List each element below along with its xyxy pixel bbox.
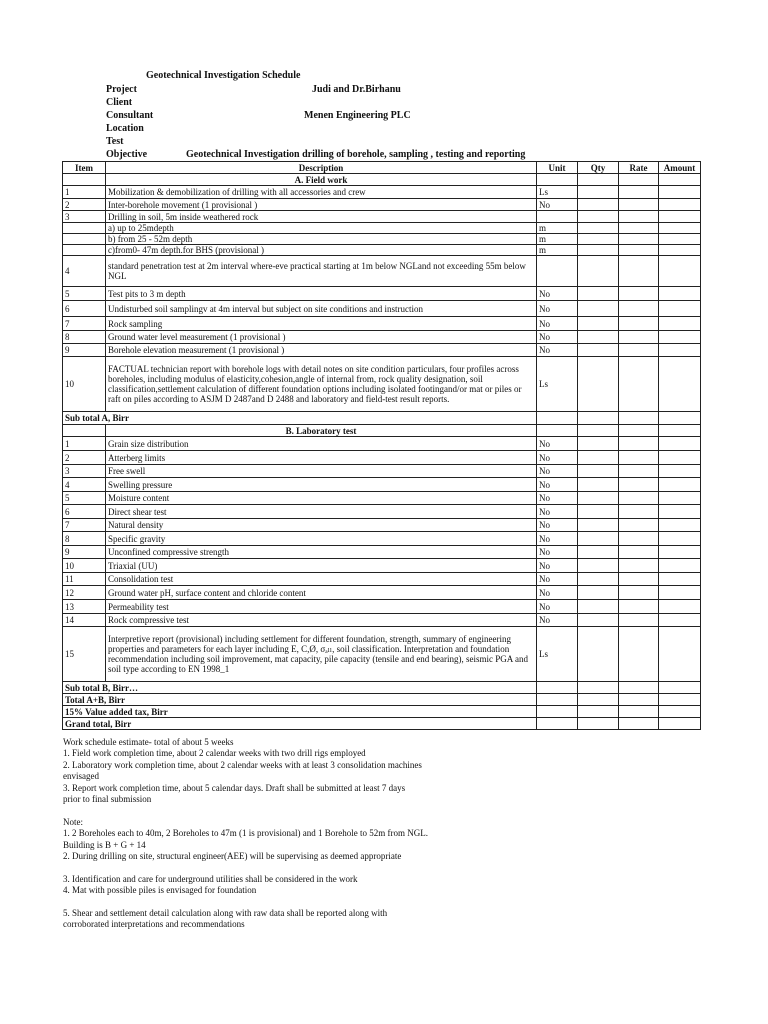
note-line bbox=[63, 862, 463, 873]
item-unit: No bbox=[537, 614, 578, 627]
item-unit: No bbox=[537, 492, 578, 505]
item-description: Swelling pressure bbox=[106, 478, 537, 492]
section-b-title: B. Laboratory test bbox=[106, 425, 537, 437]
table-row bbox=[63, 301, 701, 317]
item-rate bbox=[619, 437, 659, 451]
item-description: Grain size distribution bbox=[106, 437, 537, 451]
item-unit: m bbox=[537, 234, 578, 245]
section-a-rows bbox=[63, 186, 701, 412]
document-title: Geotechnical Investigation Schedule bbox=[146, 70, 301, 81]
note-line: 3. Report work completion time, about 5 calendar days. Draft shall be submitted at least 7 days bbox=[63, 782, 406, 793]
item-qty bbox=[578, 256, 619, 287]
note-line: 2. Laboratory work completion time, about 2 calendar weeks with at least 3 consolidation machines bbox=[63, 759, 422, 770]
item-amount bbox=[659, 478, 701, 492]
item-number: 10 bbox=[63, 357, 106, 412]
item-qty bbox=[578, 437, 619, 451]
table-row bbox=[63, 505, 701, 519]
item-rate bbox=[619, 223, 659, 234]
item-qty bbox=[578, 532, 619, 546]
item-description: Natural density bbox=[106, 519, 537, 532]
item-amount bbox=[659, 223, 701, 234]
table-row bbox=[63, 492, 701, 505]
consultant-value: Menen Engineering PLC bbox=[304, 110, 411, 121]
notes-block bbox=[63, 737, 463, 931]
item-description: FACTUAL technician report with borehole logs with detail notes on site condition particulars, four profiles across boreholes, including modulus of elasticity,cohesion,angle of internal from, rock quality designation, soil classification,settlement calculation of different foundation options including isolated footingand/or mat or piles or raft on piles according to ASJM D 2487and D 2488 and laboratory and field-test result reports. bbox=[106, 357, 537, 412]
item-amount bbox=[659, 301, 701, 317]
item-unit: m bbox=[537, 245, 578, 256]
item-description: Moisture content bbox=[106, 492, 537, 505]
item-description: Interpretive report (provisional) including settlement for different foundation, strength, summary of engineering properties and parameters for each layer including E, C,Ø, σₐₗₗ, soil classification. Interpretation and foundation recommendation including soil improvement, mat capacity, pile capacity (tensile and end bearing), seismic PGA and soil type according to EN 1998_1 bbox=[106, 627, 537, 682]
item-qty bbox=[578, 301, 619, 317]
item-rate bbox=[619, 627, 659, 682]
item-unit: No bbox=[537, 437, 578, 451]
note-line: Note: bbox=[63, 816, 83, 827]
item-description: Rock compressive test bbox=[106, 614, 537, 627]
item-number: 10 bbox=[63, 559, 106, 573]
item-qty bbox=[578, 478, 619, 492]
item-number: 8 bbox=[63, 331, 106, 344]
vat-label: 15% Value added tax, Birr bbox=[63, 706, 537, 718]
item-description: b) from 25 - 52m depth bbox=[106, 234, 537, 245]
item-description: Permeability test bbox=[106, 600, 537, 614]
item-number: 4 bbox=[63, 478, 106, 492]
item-unit: No bbox=[537, 546, 578, 559]
item-unit: No bbox=[537, 301, 578, 317]
item-unit bbox=[537, 211, 578, 223]
note-line: corroborated interpretations and recommendations bbox=[63, 919, 245, 930]
item-unit: Ls bbox=[537, 627, 578, 682]
item-description: Test pits to 3 m depth bbox=[106, 287, 537, 301]
note-line: 5. Shear and settlement detail calculation along with raw data shall be reported along with bbox=[63, 908, 388, 919]
project-value: Judi and Dr.Birhanu bbox=[312, 84, 401, 95]
item-number: 15 bbox=[63, 627, 106, 682]
item-description: Free swell bbox=[106, 465, 537, 478]
item-amount bbox=[659, 357, 701, 412]
item-amount bbox=[659, 211, 701, 223]
item-amount bbox=[659, 317, 701, 331]
item-rate bbox=[619, 492, 659, 505]
grand-total-row bbox=[63, 718, 701, 730]
item-unit: No bbox=[537, 451, 578, 465]
schedule-table bbox=[62, 161, 701, 730]
item-qty bbox=[578, 344, 619, 357]
item-qty bbox=[578, 546, 619, 559]
item-description: Inter-borehole movement (1 provisional ) bbox=[106, 199, 537, 211]
item-rate bbox=[619, 478, 659, 492]
table-row bbox=[63, 451, 701, 465]
col-header-item: Item bbox=[63, 162, 106, 174]
item-number: 13 bbox=[63, 600, 106, 614]
col-header-qty: Qty bbox=[578, 162, 619, 174]
item-number bbox=[63, 223, 106, 234]
item-rate bbox=[619, 301, 659, 317]
item-description: standard penetration test at 2m interval where-eve practical starting at 1m below NGLand not exceeding 55m below NGL bbox=[106, 256, 537, 287]
item-amount bbox=[659, 546, 701, 559]
item-unit: No bbox=[537, 465, 578, 478]
item-unit: No bbox=[537, 573, 578, 586]
item-unit: Ls bbox=[537, 357, 578, 412]
item-number: 2 bbox=[63, 451, 106, 465]
table-row bbox=[63, 627, 701, 682]
item-amount bbox=[659, 451, 701, 465]
item-rate bbox=[619, 519, 659, 532]
item-unit: No bbox=[537, 344, 578, 357]
note-line: 4. Mat with possible piles is envisaged for foundation bbox=[63, 885, 257, 896]
subtotal-b-label: Sub total B, Birr… bbox=[63, 682, 537, 694]
item-rate bbox=[619, 245, 659, 256]
table-row bbox=[63, 573, 701, 586]
item-amount bbox=[659, 331, 701, 344]
subtotal-a-label: Sub total A, Birr bbox=[63, 412, 537, 425]
item-qty bbox=[578, 331, 619, 344]
table-row bbox=[63, 245, 701, 256]
item-rate bbox=[619, 546, 659, 559]
item-unit: No bbox=[537, 532, 578, 546]
item-description: Direct shear test bbox=[106, 505, 537, 519]
table-row bbox=[63, 317, 701, 331]
item-number: 6 bbox=[63, 301, 106, 317]
item-qty bbox=[578, 317, 619, 331]
table-row bbox=[63, 357, 701, 412]
note-line: 3. Identification and care for underground utilities shall be considered in the work bbox=[63, 873, 358, 884]
table-row bbox=[63, 532, 701, 546]
total-ab-label: Total A+B, Birr bbox=[63, 694, 537, 706]
item-number: 12 bbox=[63, 586, 106, 600]
note-line bbox=[63, 805, 463, 816]
objective-label: Objective bbox=[106, 149, 148, 160]
item-qty bbox=[578, 451, 619, 465]
item-amount bbox=[659, 245, 701, 256]
item-qty bbox=[578, 199, 619, 211]
item-amount bbox=[659, 186, 701, 199]
item-rate bbox=[619, 331, 659, 344]
item-description: Drilling in soil, 5m inside weathered rock bbox=[106, 211, 537, 223]
consultant-label: Consultant bbox=[106, 110, 154, 121]
note-line bbox=[63, 897, 463, 908]
item-amount bbox=[659, 519, 701, 532]
item-unit bbox=[537, 256, 578, 287]
table-row bbox=[63, 186, 701, 199]
item-number: 7 bbox=[63, 317, 106, 331]
item-number: 8 bbox=[63, 532, 106, 546]
table-row bbox=[63, 437, 701, 451]
note-line: Work schedule estimate- total of about 5 weeks bbox=[63, 737, 234, 747]
item-rate bbox=[619, 199, 659, 211]
item-number: 4 bbox=[63, 256, 106, 287]
item-number: 1 bbox=[63, 437, 106, 451]
item-amount bbox=[659, 559, 701, 573]
test-label: Test bbox=[106, 136, 124, 147]
subtotal-a-row bbox=[63, 412, 701, 425]
item-qty bbox=[578, 465, 619, 478]
col-header-amount: Amount bbox=[659, 162, 701, 174]
item-description: Undisturbed soil samplingv at 4m interval but subject on site conditions and instruction bbox=[106, 301, 537, 317]
item-number: 2 bbox=[63, 199, 106, 211]
item-unit: m bbox=[537, 223, 578, 234]
note-line: 1. Field work completion time, about 2 calendar weeks with two drill rigs employed bbox=[63, 748, 366, 759]
table-row bbox=[63, 546, 701, 559]
table-row bbox=[63, 559, 701, 573]
note-line: envisaged bbox=[63, 771, 99, 782]
item-description: Unconfined compressive strength bbox=[106, 546, 537, 559]
item-qty bbox=[578, 223, 619, 234]
item-rate bbox=[619, 357, 659, 412]
item-number: 11 bbox=[63, 573, 106, 586]
item-rate bbox=[619, 573, 659, 586]
item-number bbox=[63, 245, 106, 256]
item-rate bbox=[619, 256, 659, 287]
table-row bbox=[63, 223, 701, 234]
col-header-description: Description bbox=[106, 162, 537, 174]
item-number: 3 bbox=[63, 211, 106, 223]
item-unit: No bbox=[537, 586, 578, 600]
item-amount bbox=[659, 437, 701, 451]
table-row bbox=[63, 331, 701, 344]
item-description: Rock sampling bbox=[106, 317, 537, 331]
item-number: 9 bbox=[63, 546, 106, 559]
item-rate bbox=[619, 287, 659, 301]
note-line: 2. During drilling on site, structural engineer(AEE) will be supervising as deemed appropriate bbox=[63, 851, 402, 862]
item-rate bbox=[619, 344, 659, 357]
item-amount bbox=[659, 600, 701, 614]
item-amount bbox=[659, 532, 701, 546]
table-row bbox=[63, 600, 701, 614]
item-description: Ground water level measurement (1 provisional ) bbox=[106, 331, 537, 344]
table-row bbox=[63, 256, 701, 287]
item-number: 1 bbox=[63, 186, 106, 199]
vat-row bbox=[63, 706, 701, 718]
table-row bbox=[63, 199, 701, 211]
item-amount bbox=[659, 505, 701, 519]
item-amount bbox=[659, 256, 701, 287]
item-unit: No bbox=[537, 559, 578, 573]
item-rate bbox=[619, 211, 659, 223]
item-rate bbox=[619, 317, 659, 331]
section-b-rows bbox=[63, 437, 701, 682]
item-qty bbox=[578, 245, 619, 256]
col-header-rate: Rate bbox=[619, 162, 659, 174]
item-rate bbox=[619, 465, 659, 478]
item-description: a) up to 25mdepth bbox=[106, 223, 537, 234]
item-amount bbox=[659, 199, 701, 211]
item-qty bbox=[578, 600, 619, 614]
item-qty bbox=[578, 186, 619, 199]
table-row bbox=[63, 234, 701, 245]
item-qty bbox=[578, 627, 619, 682]
item-amount bbox=[659, 234, 701, 245]
item-qty bbox=[578, 519, 619, 532]
item-qty bbox=[578, 505, 619, 519]
item-rate bbox=[619, 451, 659, 465]
client-label: Client bbox=[106, 97, 133, 108]
item-description: Ground water pH, surface content and chloride content bbox=[106, 586, 537, 600]
item-qty bbox=[578, 492, 619, 505]
item-amount bbox=[659, 614, 701, 627]
item-description: Mobilization & demobilization of drilling with all accessories and crew bbox=[106, 186, 537, 199]
item-amount bbox=[659, 573, 701, 586]
item-number: 6 bbox=[63, 505, 106, 519]
item-rate bbox=[619, 186, 659, 199]
section-a-header bbox=[63, 174, 701, 186]
table-row bbox=[63, 478, 701, 492]
subtotal-b-row bbox=[63, 682, 701, 694]
item-number: 14 bbox=[63, 614, 106, 627]
item-number: 5 bbox=[63, 287, 106, 301]
table-row bbox=[63, 211, 701, 223]
item-qty bbox=[578, 211, 619, 223]
item-unit: No bbox=[537, 317, 578, 331]
item-rate bbox=[619, 614, 659, 627]
table-row bbox=[63, 465, 701, 478]
item-unit: No bbox=[537, 600, 578, 614]
table-row bbox=[63, 614, 701, 627]
item-qty bbox=[578, 287, 619, 301]
item-amount bbox=[659, 492, 701, 505]
total-ab-row bbox=[63, 694, 701, 706]
item-rate bbox=[619, 505, 659, 519]
item-unit: Ls bbox=[537, 186, 578, 199]
item-number: 5 bbox=[63, 492, 106, 505]
table-row bbox=[63, 586, 701, 600]
item-number: 7 bbox=[63, 519, 106, 532]
table-row bbox=[63, 519, 701, 532]
objective-value: Geotechnical Investigation drilling of borehole, sampling , testing and reporting bbox=[186, 149, 526, 160]
item-description: Borehole elevation measurement (1 provisional ) bbox=[106, 344, 537, 357]
item-unit: No bbox=[537, 287, 578, 301]
table-row bbox=[63, 287, 701, 301]
grand-total-label: Grand total, Birr bbox=[63, 718, 537, 730]
item-description: c)from0- 47m depth.for BHS (provisional ) bbox=[106, 245, 537, 256]
section-a-title: A. Field work bbox=[106, 174, 537, 186]
item-unit: No bbox=[537, 199, 578, 211]
item-qty bbox=[578, 614, 619, 627]
item-rate bbox=[619, 532, 659, 546]
section-b-header bbox=[63, 425, 701, 437]
item-amount bbox=[659, 287, 701, 301]
item-description: Triaxial (UU) bbox=[106, 559, 537, 573]
item-amount bbox=[659, 627, 701, 682]
item-number: 9 bbox=[63, 344, 106, 357]
item-description: Atterberg limits bbox=[106, 451, 537, 465]
item-rate bbox=[619, 600, 659, 614]
item-rate bbox=[619, 559, 659, 573]
note-line: 1. 2 Boreholes each to 40m, 2 Boreholes to 47m (1 is provisional) and 1 Borehole to 52m from NGL. bbox=[63, 828, 428, 839]
item-unit: No bbox=[537, 478, 578, 492]
item-unit: No bbox=[537, 519, 578, 532]
table-row bbox=[63, 344, 701, 357]
table-header-row bbox=[63, 162, 701, 174]
item-qty bbox=[578, 573, 619, 586]
item-amount bbox=[659, 586, 701, 600]
item-amount bbox=[659, 344, 701, 357]
item-description: Specific gravity bbox=[106, 532, 537, 546]
item-unit: No bbox=[537, 505, 578, 519]
item-qty bbox=[578, 357, 619, 412]
note-line: prior to final submission bbox=[63, 794, 152, 805]
item-amount bbox=[659, 465, 701, 478]
item-qty bbox=[578, 234, 619, 245]
note-line: Building is B + G + 14 bbox=[63, 839, 146, 850]
col-header-unit: Unit bbox=[537, 162, 578, 174]
item-rate bbox=[619, 234, 659, 245]
item-rate bbox=[619, 586, 659, 600]
item-number bbox=[63, 234, 106, 245]
item-qty bbox=[578, 559, 619, 573]
item-description: Consolidation test bbox=[106, 573, 537, 586]
project-label: Project bbox=[106, 84, 137, 95]
item-unit: No bbox=[537, 331, 578, 344]
item-qty bbox=[578, 586, 619, 600]
location-label: Location bbox=[106, 123, 144, 134]
item-number: 3 bbox=[63, 465, 106, 478]
